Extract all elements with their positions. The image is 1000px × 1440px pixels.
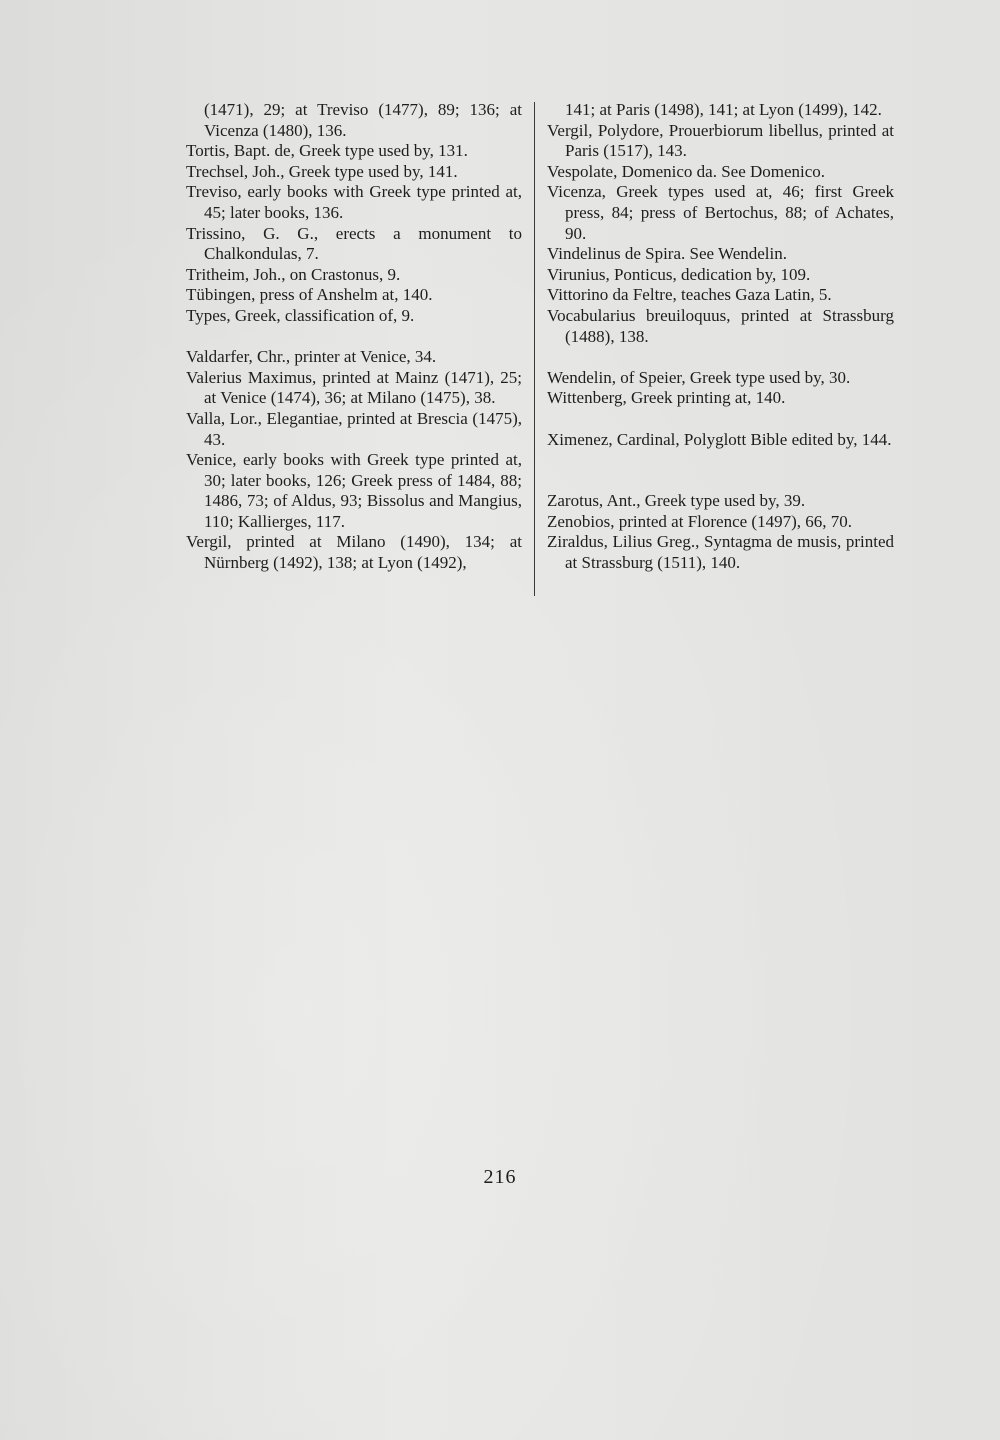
index-entry: Wendelin, of Speier, Greek type used by, 30. — [547, 367, 851, 387]
index-entry: Valdarfer, Chr., printer at Venice, 34. — [186, 347, 437, 367]
index-entry: Zenobios, printed at Florence (1497), 66, 70. — [547, 511, 852, 531]
section-gap — [547, 347, 894, 368]
index-entry: Trechsel, Joh., Greek type used by, 141. — [186, 161, 458, 181]
index-entry: Vittorino da Feltre, teaches Gaza Latin, 5. — [547, 285, 832, 305]
index-entry: Tübingen, press of Anshelm at, 140. — [186, 285, 433, 305]
index-entry: Trissino, G. G., erects a monument to Chalkondulas, 7. — [186, 223, 522, 264]
index-entry: Ziraldus, Lilius Greg., Syntagma de musis, printed at Strassburg (1511), 140. — [547, 532, 894, 573]
index-entry: Vergil, Polydore, Prouerbiorum libellus, printed at Paris (1517), 143. — [547, 120, 894, 161]
page-number: 216 — [483, 1166, 517, 1188]
column-divider — [534, 102, 535, 596]
index-entry: Zarotus, Ant., Greek type used by, 39. — [547, 491, 806, 511]
index-entry: Valerius Maximus, printed at Mainz (1471), 25; at Venice (1474), 36; at Milano (1475), 38. — [186, 367, 522, 408]
section-gap — [186, 327, 522, 348]
index-entry: Vespolate, Domenico da. See Domenico. — [547, 161, 826, 181]
index-entry: Virunius, Ponticus, dedication by, 109. — [547, 264, 811, 284]
index-entry: Vicenza, Greek types used at, 46; first Greek press, 84; press of Bertochus, 88; of Achates, 90. — [547, 182, 894, 243]
index-entry: Venice, early books with Greek type printed at, 30; later books, 126; Greek press of 1484, 88; 1486, 73; of Aldus, 93; Bissolus and Mangius, 110; Kallierges, 117. — [186, 450, 522, 531]
index-entry: Valla, Lor., Elegantiae, printed at Brescia (1475), 43. — [186, 408, 522, 449]
index-entry: Types, Greek, classification of, 9. — [186, 305, 415, 325]
index-entry: Tortis, Bapt. de, Greek type used by, 131. — [186, 141, 468, 161]
index-entry: Tritheim, Joh., on Crastonus, 9. — [186, 264, 401, 284]
index-entry: Vergil, printed at Milano (1490), 134; at Nürnberg (1492), 138; at Lyon (1492), — [186, 532, 522, 573]
index-entry: Ximenez, Cardinal, Polyglott Bible edited by, 144. — [547, 429, 892, 449]
section-gap — [547, 471, 894, 492]
index-entry: Treviso, early books with Greek type printed at, 45; later books, 136. — [186, 182, 522, 222]
index-entry: Vocabularius breuiloquus, printed at Strassburg (1488), 138. — [547, 305, 894, 346]
index-column-left — [186, 100, 522, 574]
index-entry: Wittenberg, Greek printing at, 140. — [547, 388, 786, 408]
index-column-right — [547, 100, 894, 574]
index-entry: (1471), 29; at Treviso (1477), 89; 136; at Vicenza (1480), 136. — [204, 100, 522, 140]
section-gap — [547, 409, 894, 430]
index-entry: 141; at Paris (1498), 141; at Lyon (1499), 142. — [565, 100, 882, 119]
section-gap — [547, 450, 894, 471]
index-entry: Vindelinus de Spira. See Wendelin. — [547, 244, 787, 264]
